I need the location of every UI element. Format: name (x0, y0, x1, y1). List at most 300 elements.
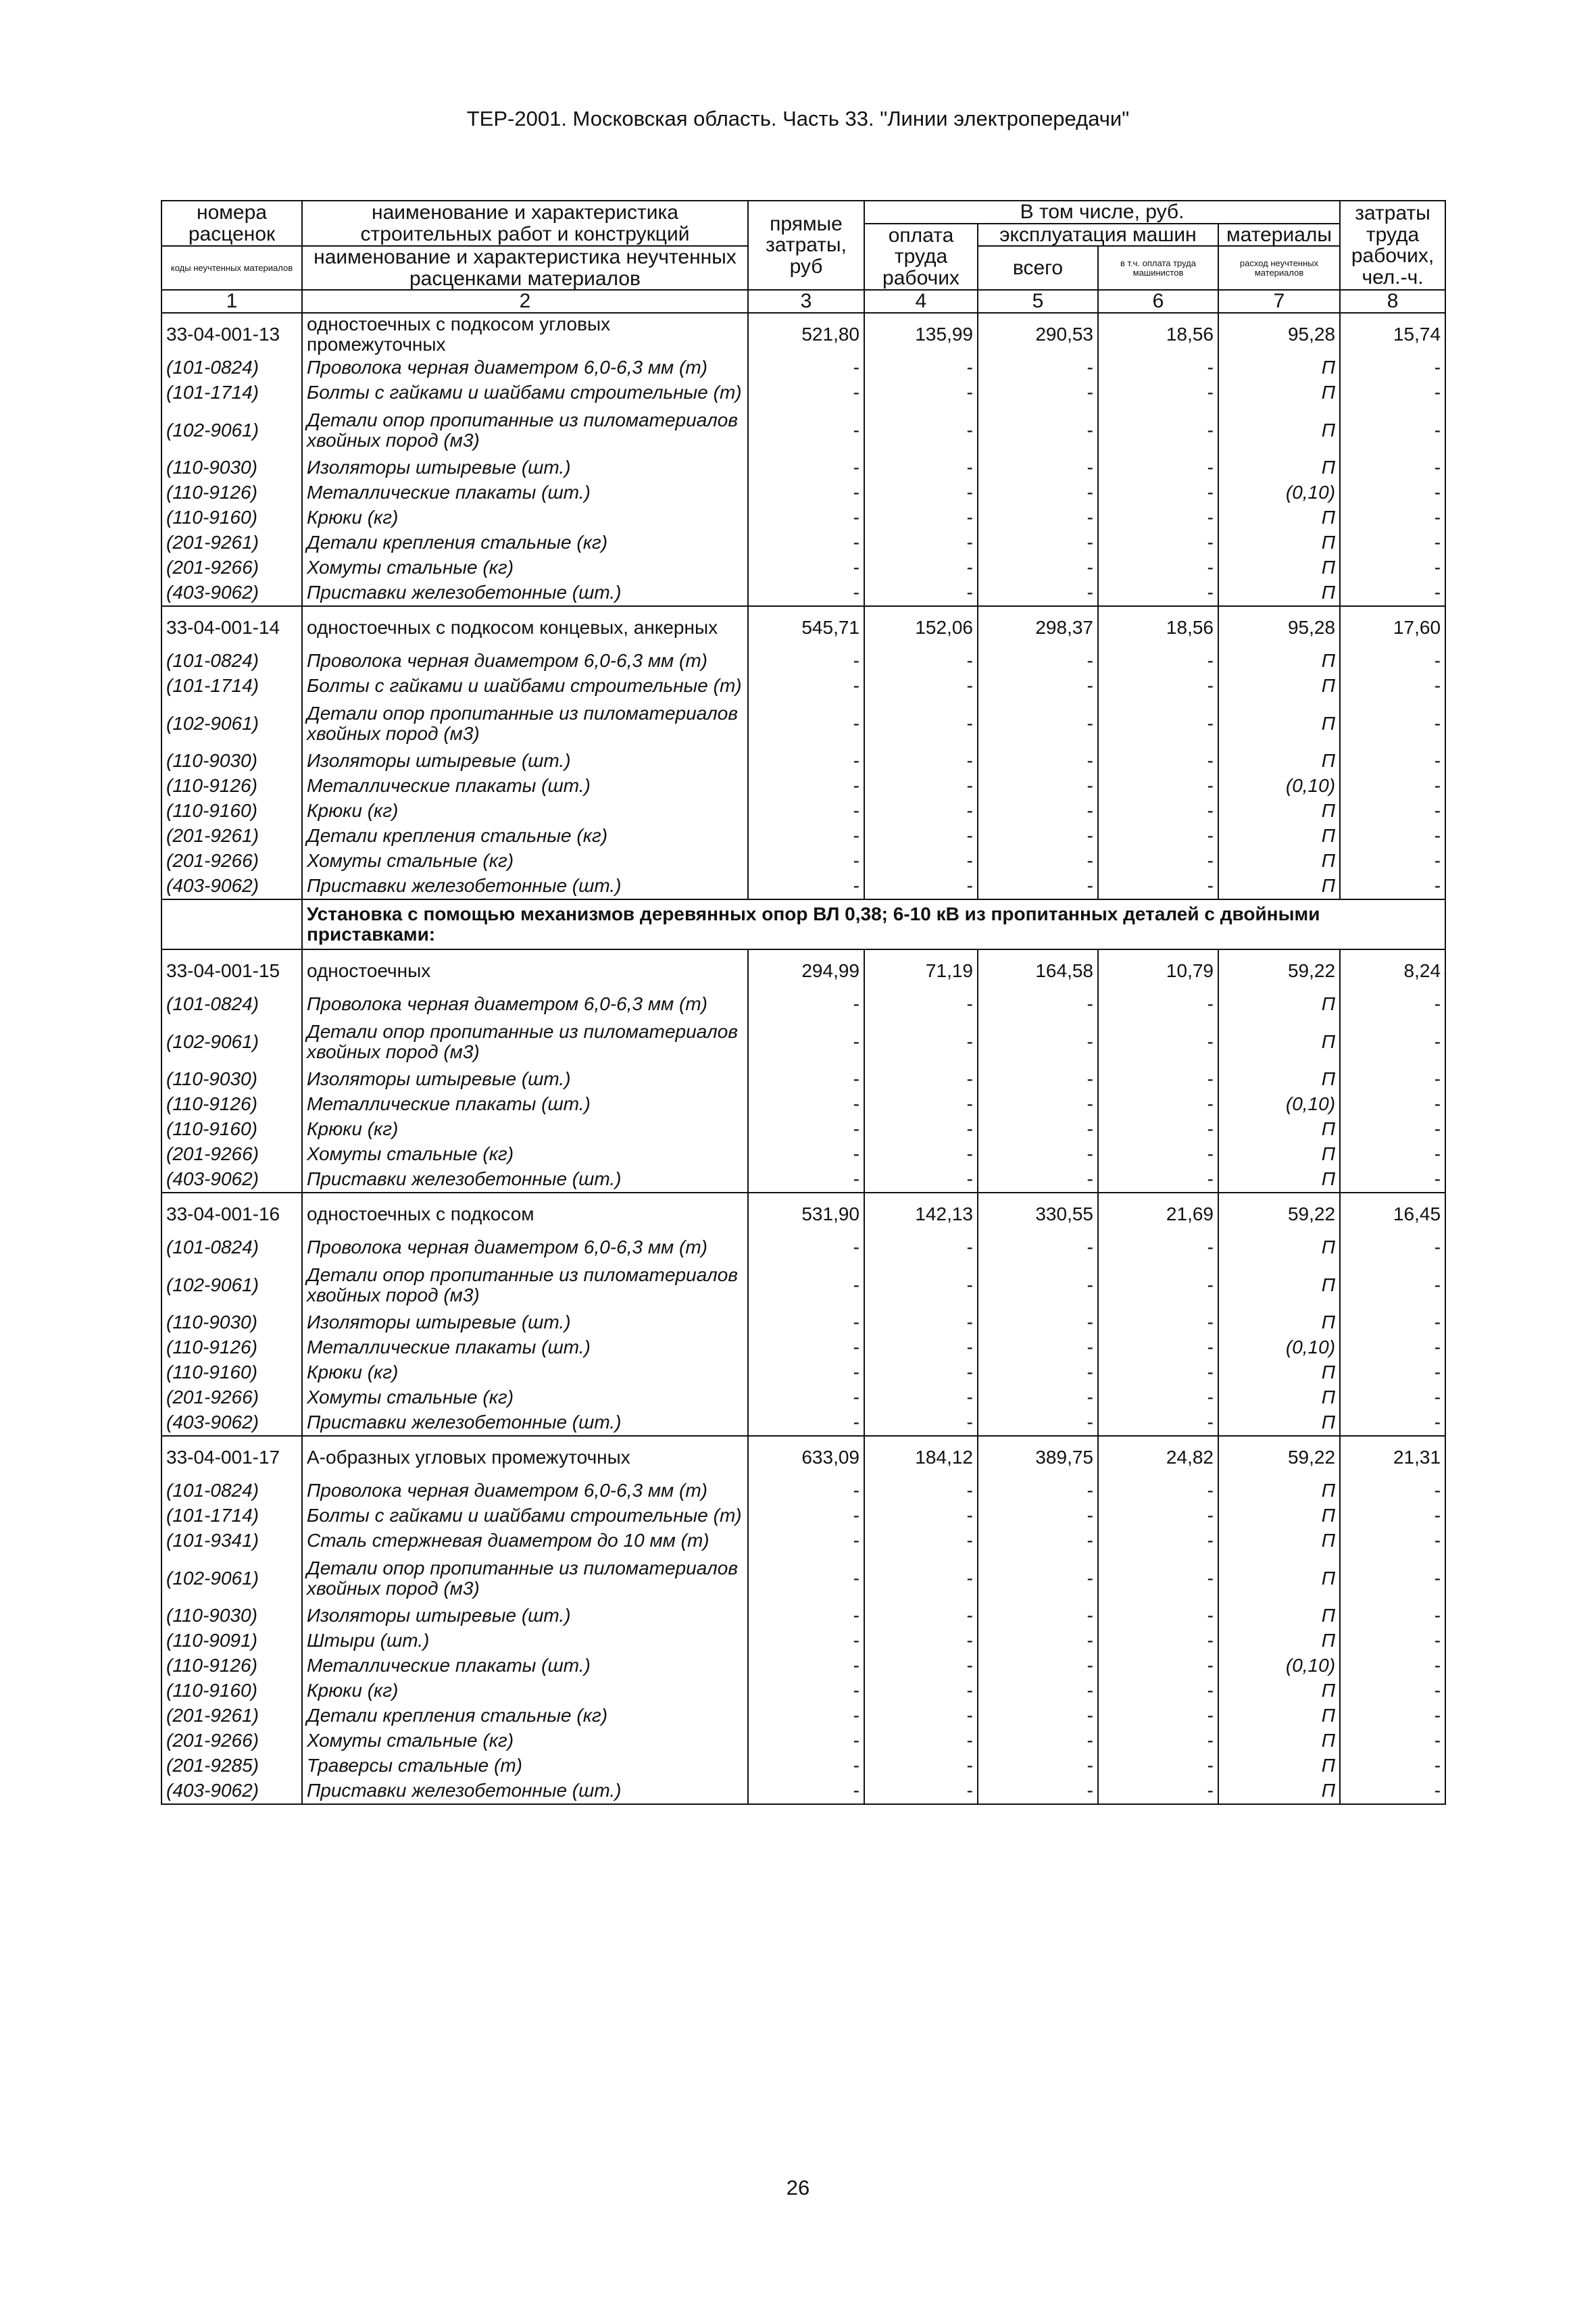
material-code: (101-0824) (161, 992, 302, 1017)
rate-machines-total: 389,75 (978, 1436, 1098, 1478)
dash-cell: - (978, 505, 1098, 530)
dash-cell: - (864, 1553, 978, 1603)
rate-machinist-pay: 18,56 (1098, 313, 1218, 355)
rate-labor-pay: 135,99 (864, 313, 978, 355)
material-row (161, 1017, 1445, 1067)
dash-cell: - (1098, 749, 1218, 774)
dash-cell: - (748, 699, 864, 749)
section-code-cell (161, 899, 302, 949)
dash-cell: - (864, 699, 978, 749)
dash-cell: - (1098, 1117, 1218, 1142)
rate-direct-cost: 294,99 (748, 949, 864, 992)
dash-cell: - (978, 992, 1098, 1017)
material-code: (101-1714) (161, 380, 302, 405)
material-row (161, 1167, 1445, 1193)
material-row (161, 649, 1445, 674)
material-row (161, 580, 1445, 606)
col-num-7: 7 (1218, 290, 1340, 313)
dash-cell: - (748, 1410, 864, 1436)
dash-cell: - (1098, 1628, 1218, 1653)
dash-cell: - (748, 1678, 864, 1703)
material-code: (110-9126) (161, 480, 302, 505)
material-code: (102-9061) (161, 1553, 302, 1603)
dash-cell: - (748, 1310, 864, 1335)
material-name: Приставки железобетонные (шт.) (302, 1167, 748, 1193)
material-consumption: П (1218, 405, 1340, 455)
dash-cell: - (748, 849, 864, 874)
col-materials-sub-header: расход неучтенных материалов (1218, 246, 1340, 290)
dash-cell: - (864, 1017, 978, 1067)
material-name: Металлические плакаты (шт.) (302, 1653, 748, 1678)
material-name: Детали крепления стальные (кг) (302, 1703, 748, 1728)
dash-cell: - (1098, 849, 1218, 874)
col-num-5: 5 (978, 290, 1098, 313)
material-name: Хомуты стальные (кг) (302, 849, 748, 874)
dash-cell: - (1340, 799, 1445, 824)
dash-cell: - (748, 1553, 864, 1603)
material-code: (110-9030) (161, 455, 302, 480)
material-code: (201-9261) (161, 530, 302, 555)
col-name-subheader: наименование и характеристика неучтенных расценками материалов (302, 246, 748, 290)
material-row (161, 555, 1445, 580)
dash-cell: - (1098, 1067, 1218, 1092)
material-consumption: П (1218, 1603, 1340, 1628)
material-row (161, 380, 1445, 405)
material-consumption: П (1218, 355, 1340, 380)
material-code: (403-9062) (161, 1167, 302, 1193)
material-name: Изоляторы штыревые (шт.) (302, 1603, 748, 1628)
material-row (161, 1117, 1445, 1142)
dash-cell: - (864, 355, 978, 380)
dash-cell: - (864, 749, 978, 774)
material-row (161, 1753, 1445, 1778)
rate-materials: 95,28 (1218, 313, 1340, 355)
dash-cell: - (1098, 1528, 1218, 1553)
dash-cell: - (748, 1360, 864, 1385)
material-consumption: П (1218, 1235, 1340, 1260)
col-incl-header: В том числе, руб. (864, 201, 1340, 224)
dash-cell: - (864, 649, 978, 674)
dash-cell: - (978, 1628, 1098, 1653)
dash-cell: - (1098, 1653, 1218, 1678)
dash-cell: - (864, 1410, 978, 1436)
material-code: (110-9091) (161, 1628, 302, 1653)
material-code: (101-0824) (161, 649, 302, 674)
col-num-2: 2 (302, 290, 748, 313)
rate-name: одностоечных с подкосом (302, 1193, 748, 1235)
dash-cell: - (748, 1728, 864, 1753)
rate-machines-total: 164,58 (978, 949, 1098, 992)
rate-group (161, 949, 1445, 1193)
dash-cell: - (1098, 505, 1218, 530)
dash-cell: - (1340, 1067, 1445, 1092)
dash-cell: - (978, 1753, 1098, 1778)
material-row (161, 1553, 1445, 1603)
material-consumption: (0,10) (1218, 1092, 1340, 1117)
material-name: Крюки (кг) (302, 799, 748, 824)
material-row (161, 405, 1445, 455)
material-code: (201-9261) (161, 1703, 302, 1728)
col-name-header: наименование и характеристика строительных работ и конструкций (302, 201, 748, 246)
material-code: (101-1714) (161, 674, 302, 699)
dash-cell: - (978, 1653, 1098, 1678)
col-materials-header: материалы (1218, 224, 1340, 247)
dash-cell: - (864, 555, 978, 580)
dash-cell: - (748, 405, 864, 455)
col-num-6: 6 (1098, 290, 1218, 313)
dash-cell: - (978, 699, 1098, 749)
material-name: Болты с гайками и шайбами строительные (т) (302, 380, 748, 405)
dash-cell: - (748, 1753, 864, 1778)
material-name: Изоляторы штыревые (шт.) (302, 1067, 748, 1092)
dash-cell: - (1098, 480, 1218, 505)
dash-cell: - (748, 480, 864, 505)
dash-cell: - (1340, 1117, 1445, 1142)
rate-machines-total: 290,53 (978, 313, 1098, 355)
material-row (161, 799, 1445, 824)
dash-cell: - (748, 1260, 864, 1310)
dash-cell: - (978, 1603, 1098, 1628)
material-code: (201-9261) (161, 824, 302, 849)
dash-cell: - (1098, 1478, 1218, 1503)
dash-cell: - (864, 1653, 978, 1678)
dash-cell: - (978, 355, 1098, 380)
material-row (161, 1385, 1445, 1410)
rate-name: А-образных угловых промежуточных (302, 1436, 748, 1478)
dash-cell: - (978, 380, 1098, 405)
col-num-3: 3 (748, 290, 864, 313)
material-consumption: П (1218, 1017, 1340, 1067)
dash-cell: - (1340, 992, 1445, 1017)
dash-cell: - (748, 1167, 864, 1193)
material-row (161, 674, 1445, 699)
rate-labor-pay: 142,13 (864, 1193, 978, 1235)
dash-cell: - (1340, 1728, 1445, 1753)
rate-row (161, 1436, 1445, 1478)
dash-cell: - (1098, 455, 1218, 480)
dash-cell: - (1340, 849, 1445, 874)
material-code: (201-9266) (161, 555, 302, 580)
rate-row (161, 313, 1445, 355)
material-code: (110-9126) (161, 774, 302, 799)
dash-cell: - (1340, 1235, 1445, 1260)
dash-cell: - (864, 1142, 978, 1167)
material-consumption: П (1218, 1503, 1340, 1528)
dash-cell: - (864, 992, 978, 1017)
material-name: Приставки железобетонные (шт.) (302, 1778, 748, 1804)
dash-cell: - (864, 405, 978, 455)
material-name: Крюки (кг) (302, 505, 748, 530)
dash-cell: - (748, 1067, 864, 1092)
dash-cell: - (1340, 674, 1445, 699)
material-row (161, 992, 1445, 1017)
dash-cell: - (1098, 380, 1218, 405)
material-name: Проволока черная диаметром 6,0-6,3 мм (т) (302, 1235, 748, 1260)
material-row (161, 1067, 1445, 1092)
dash-cell: - (1340, 1653, 1445, 1678)
dash-cell: - (1098, 555, 1218, 580)
material-code: (110-9030) (161, 1067, 302, 1092)
material-consumption: П (1218, 1117, 1340, 1142)
dash-cell: - (1098, 1092, 1218, 1117)
material-code: (110-9160) (161, 1678, 302, 1703)
dash-cell: - (1098, 1778, 1218, 1804)
page-number: 26 (786, 2176, 810, 2199)
table-header (161, 201, 1445, 313)
dash-cell: - (1340, 405, 1445, 455)
dash-cell: - (978, 1703, 1098, 1728)
material-row (161, 355, 1445, 380)
dash-cell: - (864, 1703, 978, 1728)
rate-machinist-pay: 24,82 (1098, 1436, 1218, 1478)
dash-cell: - (1340, 480, 1445, 505)
material-row (161, 824, 1445, 849)
material-code: (110-9030) (161, 1310, 302, 1335)
col-machines-all-header: всего (978, 246, 1098, 290)
dash-cell: - (1098, 1703, 1218, 1728)
rate-direct-cost: 521,80 (748, 313, 864, 355)
material-consumption: П (1218, 824, 1340, 849)
rate-labor-pay: 71,19 (864, 949, 978, 992)
dash-cell: - (1340, 1385, 1445, 1410)
material-row (161, 1310, 1445, 1335)
material-name: Болты с гайками и шайбами строительные (т) (302, 1503, 748, 1528)
dash-cell: - (748, 799, 864, 824)
material-consumption: П (1218, 455, 1340, 480)
dash-cell: - (1098, 1678, 1218, 1703)
material-row (161, 1528, 1445, 1553)
dash-cell: - (864, 1528, 978, 1553)
section-row-group (161, 899, 1445, 949)
dash-cell: - (864, 1167, 978, 1193)
dash-cell: - (1098, 1553, 1218, 1603)
dash-cell: - (748, 1092, 864, 1117)
material-consumption: П (1218, 1360, 1340, 1385)
dash-cell: - (1340, 1310, 1445, 1335)
dash-cell: - (864, 480, 978, 505)
dash-cell: - (864, 799, 978, 824)
material-code: (110-9160) (161, 1117, 302, 1142)
material-name: Хомуты стальные (кг) (302, 1385, 748, 1410)
material-name: Приставки железобетонные (шт.) (302, 874, 748, 899)
dash-cell: - (864, 774, 978, 799)
material-code: (110-9030) (161, 749, 302, 774)
rate-row (161, 1193, 1445, 1235)
col-num-8: 8 (1340, 290, 1445, 313)
material-consumption: П (1218, 530, 1340, 555)
dash-cell: - (864, 1503, 978, 1528)
rate-labor-pay: 152,06 (864, 606, 978, 649)
dash-cell: - (864, 1335, 978, 1360)
dash-cell: - (864, 1478, 978, 1503)
dash-cell: - (978, 749, 1098, 774)
dash-cell: - (978, 1092, 1098, 1117)
dash-cell: - (748, 1142, 864, 1167)
page-title: ТЕР-2001. Московская область. Часть 33. "Линии электропередачи" (466, 107, 1130, 130)
dash-cell: - (1340, 1260, 1445, 1310)
material-name: Детали крепления стальные (кг) (302, 824, 748, 849)
material-code: (403-9062) (161, 874, 302, 899)
dash-cell: - (1340, 874, 1445, 899)
dash-cell: - (978, 1235, 1098, 1260)
dash-cell: - (748, 1778, 864, 1804)
dash-cell: - (748, 1703, 864, 1728)
dash-cell: - (1340, 649, 1445, 674)
material-row (161, 1503, 1445, 1528)
material-consumption: П (1218, 1628, 1340, 1653)
material-row (161, 1678, 1445, 1703)
dash-cell: - (1340, 1142, 1445, 1167)
dash-cell: - (978, 1778, 1098, 1804)
dash-cell: - (1340, 749, 1445, 774)
dash-cell: - (978, 774, 1098, 799)
dash-cell: - (1340, 1753, 1445, 1778)
dash-cell: - (1098, 992, 1218, 1017)
material-code: (403-9062) (161, 1410, 302, 1436)
dash-cell: - (978, 555, 1098, 580)
dash-cell: - (978, 1360, 1098, 1385)
material-consumption: П (1218, 1067, 1340, 1092)
dash-cell: - (1098, 1753, 1218, 1778)
dash-cell: - (748, 1478, 864, 1503)
rate-labor-pay: 184,12 (864, 1436, 978, 1478)
rate-materials: 95,28 (1218, 606, 1340, 649)
material-consumption: П (1218, 1553, 1340, 1603)
dash-cell: - (748, 355, 864, 380)
rate-materials: 59,22 (1218, 1436, 1340, 1478)
material-consumption: (0,10) (1218, 774, 1340, 799)
rate-labor-hours: 8,24 (1340, 949, 1445, 992)
material-name: Крюки (кг) (302, 1678, 748, 1703)
dash-cell: - (1098, 1385, 1218, 1410)
material-name: Детали опор пропитанные из пиломатериалов хвойных пород (м3) (302, 1017, 748, 1067)
dash-cell: - (864, 674, 978, 699)
dash-cell: - (1340, 1528, 1445, 1553)
material-row (161, 1703, 1445, 1728)
material-consumption: (0,10) (1218, 1653, 1340, 1678)
dash-cell: - (978, 1310, 1098, 1335)
rate-machines-total: 330,55 (978, 1193, 1098, 1235)
material-consumption: П (1218, 505, 1340, 530)
dash-cell: - (1098, 1017, 1218, 1067)
dash-cell: - (864, 1603, 978, 1628)
material-consumption: П (1218, 1410, 1340, 1436)
rate-code: 33-04-001-17 (161, 1436, 302, 1478)
dash-cell: - (1098, 1728, 1218, 1753)
dash-cell: - (1098, 580, 1218, 606)
material-row (161, 1142, 1445, 1167)
material-consumption: П (1218, 992, 1340, 1017)
dash-cell: - (748, 505, 864, 530)
dash-cell: - (978, 1385, 1098, 1410)
material-consumption: П (1218, 1778, 1340, 1804)
dash-cell: - (978, 455, 1098, 480)
dash-cell: - (1340, 1603, 1445, 1628)
dash-cell: - (864, 1260, 978, 1310)
material-code: (110-9126) (161, 1653, 302, 1678)
dash-cell: - (1340, 1678, 1445, 1703)
material-name: Хомуты стальные (кг) (302, 1728, 748, 1753)
dash-cell: - (1340, 455, 1445, 480)
material-code: (102-9061) (161, 699, 302, 749)
dash-cell: - (1340, 1335, 1445, 1360)
section-heading-row (161, 899, 1445, 949)
material-consumption: П (1218, 1385, 1340, 1410)
dash-cell: - (1098, 649, 1218, 674)
rate-row (161, 949, 1445, 992)
dash-cell: - (1340, 1092, 1445, 1117)
material-code: (403-9062) (161, 580, 302, 606)
material-consumption: П (1218, 380, 1340, 405)
material-consumption: П (1218, 799, 1340, 824)
material-name: Изоляторы штыревые (шт.) (302, 455, 748, 480)
section-heading: Установка с помощью механизмов деревянных опор ВЛ 0,38; 6-10 кВ из пропитанных деталей с двойными приставками: (302, 899, 1445, 949)
dash-cell: - (1340, 505, 1445, 530)
rate-code: 33-04-001-14 (161, 606, 302, 649)
dash-cell: - (1098, 1360, 1218, 1385)
material-name: Детали опор пропитанные из пиломатериалов хвойных пород (м3) (302, 1553, 748, 1603)
material-consumption: П (1218, 1167, 1340, 1193)
material-name: Детали опор пропитанные из пиломатериалов хвойных пород (м3) (302, 405, 748, 455)
dash-cell: - (748, 580, 864, 606)
material-code: (110-9160) (161, 505, 302, 530)
dash-cell: - (748, 1235, 864, 1260)
material-consumption: П (1218, 674, 1340, 699)
material-code: (201-9266) (161, 1728, 302, 1753)
dash-cell: - (864, 380, 978, 405)
dash-cell: - (864, 1067, 978, 1092)
col-direct-header: прямые затраты, руб (748, 201, 864, 290)
dash-cell: - (748, 1628, 864, 1653)
dash-cell: - (1340, 1478, 1445, 1503)
rate-materials: 59,22 (1218, 1193, 1340, 1235)
dash-cell: - (1098, 674, 1218, 699)
material-consumption: П (1218, 699, 1340, 749)
material-name: Штыри (шт.) (302, 1628, 748, 1653)
rate-machines-total: 298,37 (978, 606, 1098, 649)
dash-cell: - (864, 1385, 978, 1410)
dash-cell: - (1098, 1410, 1218, 1436)
dash-cell: - (978, 480, 1098, 505)
material-consumption: П (1218, 1260, 1340, 1310)
material-consumption: П (1218, 1678, 1340, 1703)
dash-cell: - (1340, 1778, 1445, 1804)
dash-cell: - (978, 405, 1098, 455)
dash-cell: - (978, 1117, 1098, 1142)
dash-cell: - (1098, 1142, 1218, 1167)
dash-cell: - (1098, 1235, 1218, 1260)
dash-cell: - (1340, 1628, 1445, 1653)
rate-name: одностоечных (302, 949, 748, 992)
dash-cell: - (1098, 405, 1218, 455)
dash-cell: - (864, 505, 978, 530)
material-name: Крюки (кг) (302, 1117, 748, 1142)
dash-cell: - (1340, 1503, 1445, 1528)
dash-cell: - (978, 849, 1098, 874)
col-code-subheader: коды неучтенных материалов (161, 246, 302, 290)
dash-cell: - (978, 1067, 1098, 1092)
dash-cell: - (748, 1335, 864, 1360)
dash-cell: - (864, 1360, 978, 1385)
dash-cell: - (978, 1553, 1098, 1603)
rate-name: одностоечных с подкосом концевых, анкерных (302, 606, 748, 649)
dash-cell: - (1098, 799, 1218, 824)
dash-cell: - (748, 774, 864, 799)
material-row (161, 874, 1445, 899)
dash-cell: - (978, 649, 1098, 674)
dash-cell: - (864, 455, 978, 480)
material-name: Изоляторы штыревые (шт.) (302, 1310, 748, 1335)
